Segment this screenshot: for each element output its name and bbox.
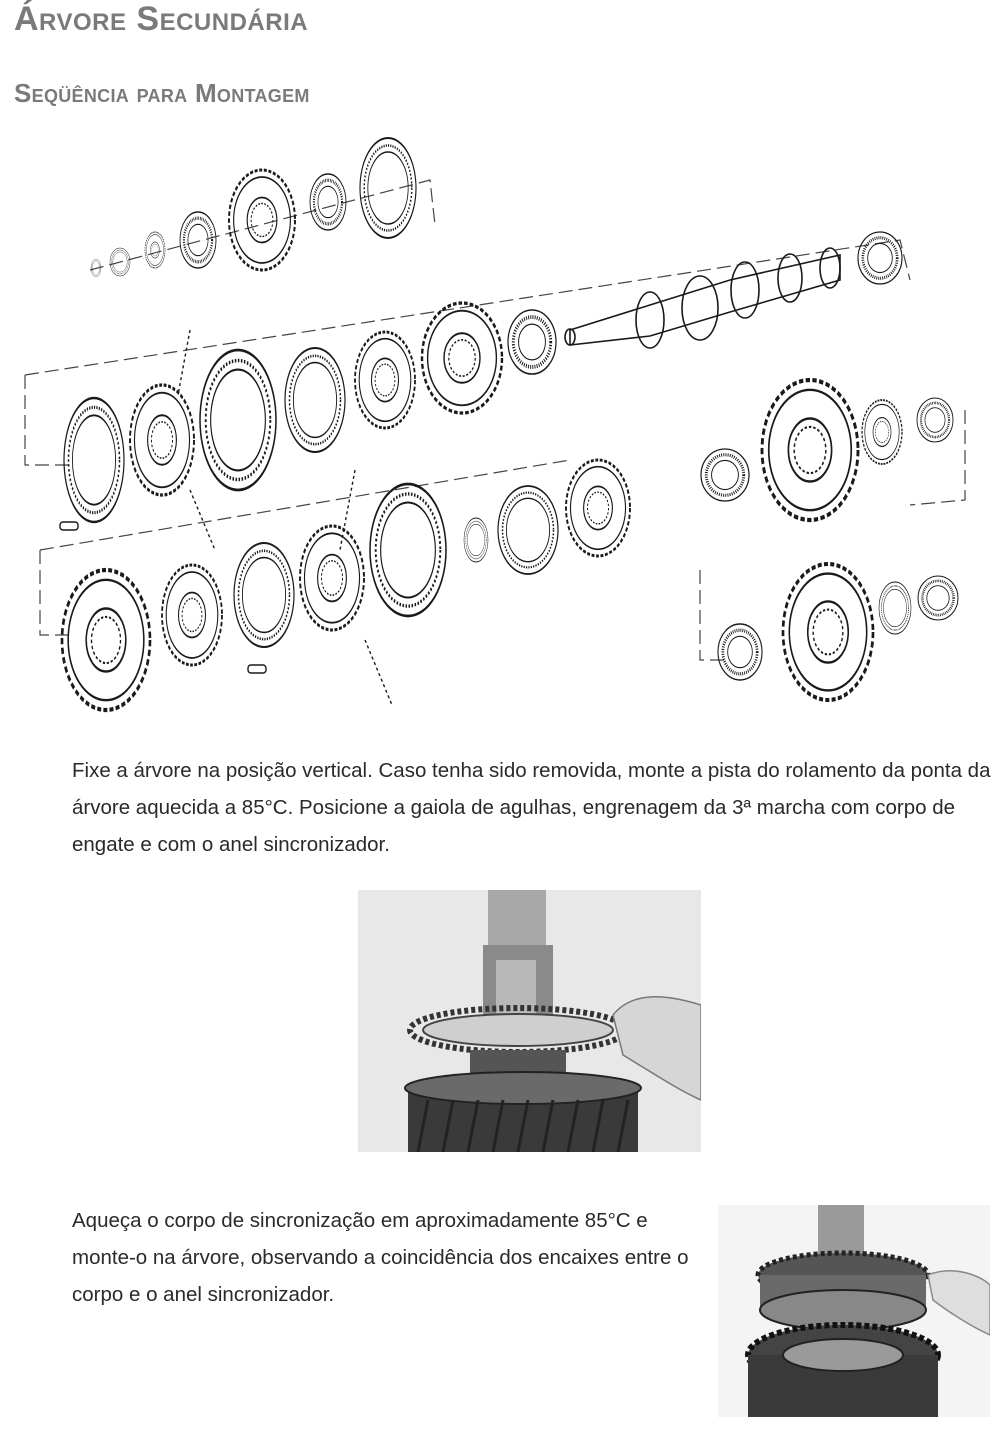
page-subtitle: Seqüência para Montagem [14,78,310,108]
step-1-text: Fixe a árvore na posição vertical. Caso tenha sido removida, monte a pista do rolamento da ponta da árvore aquecida a 85°C. Posicione a gaiola de agulhas, engrenagem da 3ª marcha com corpo de engate e com o anel sincronizador. [72,759,991,856]
assembly-photo-synchronizer-body [718,1205,990,1417]
step-2-text: Aqueça o corpo de sincronização em aproximadamente 85°C e monte-o na árvore, observando a coincidência dos encaixes entre o corpo e o anel sincronizador. [72,1209,689,1306]
assembly-photo-synchronizer-ring [358,890,701,1152]
page-title: Árvore Secundária [14,0,309,38]
exploded-shaft-diagram [10,130,995,730]
